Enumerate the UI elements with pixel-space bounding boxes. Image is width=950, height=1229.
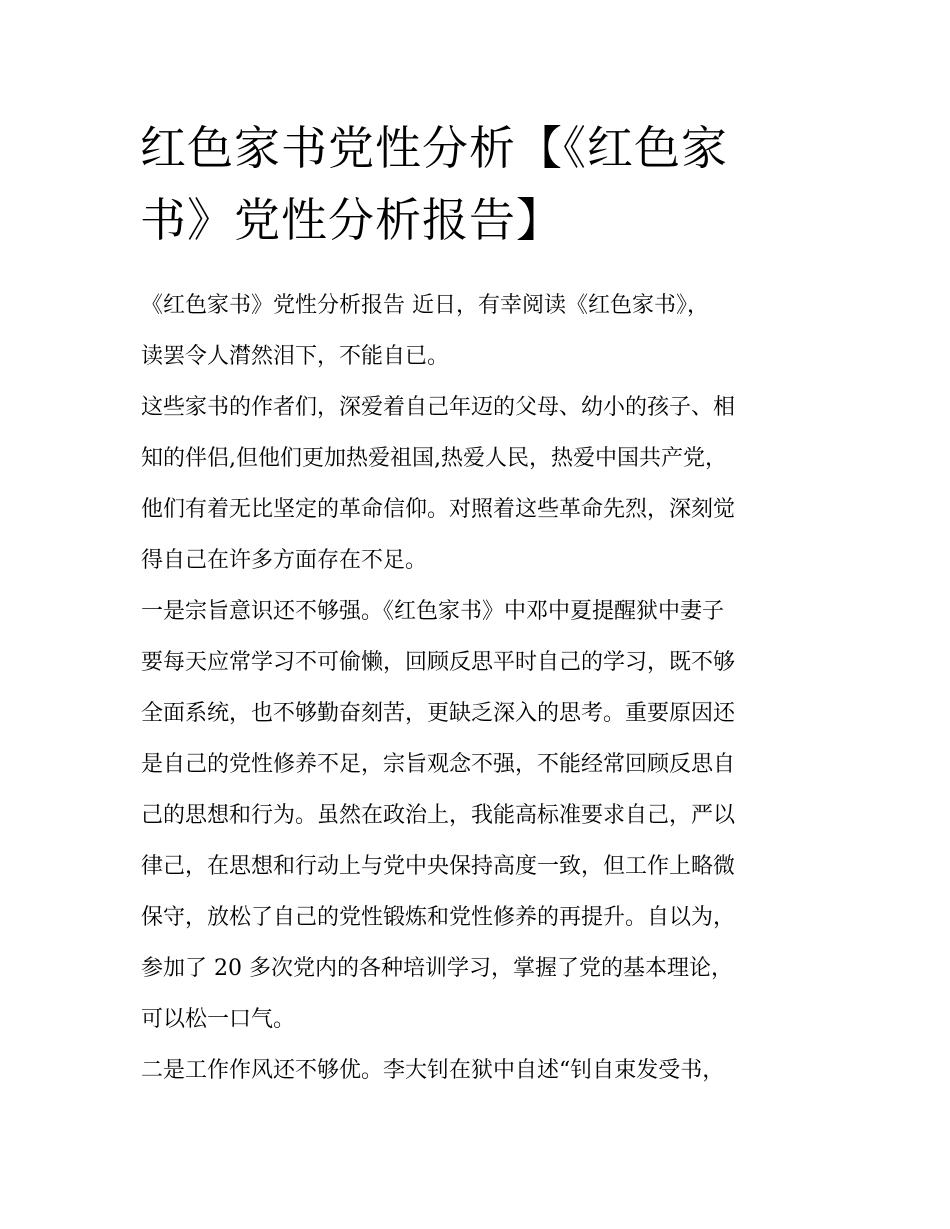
document-title: 红色家书党性分析【《红色家 书》党性分析报告】 xyxy=(140,121,728,247)
document-body: 《红色家书》党性分析报告 近日，有幸阅读《红色家书》， 读罢令人潸然泪下，不能自已。 这些家书的作者们，深爱着自己年迈的父母、幼小的孩子、相 知的伴侣,但他们更加热爱祖国,热爱人民，热爱中国共产党， 他们有着无比坚定的革命信仰。对照着这些革命先烈，深刻觉 得自己在许多方面存在不足。 一是宗旨意识还不够强。《红色家书》中邓中夏提醒狱中妻子 要每天应常学习不可偷懒，回顾反思平时自己的学习，既不够 全面系统，也不够勤奋刻苦，更缺乏深入的思考。重要原因还 是自己的党性修养不足，宗旨观念不强，不能经常回顾反思自 己的思想和行为。虽然在政治上，我能高标准要求自己，严以 律己，在思想和行动上与党中央保持高度一致，但工作上略微 保守，放松了自己的党性锻炼和党性修养的再提升。自以为， 参加了 20 多次党内的各种培训学习，掌握了党的基本理论， 可以松一口气。 二是工作作风还不够优。李大钊在狱中自述“钊自束发受书， xyxy=(141,293,736,1083)
